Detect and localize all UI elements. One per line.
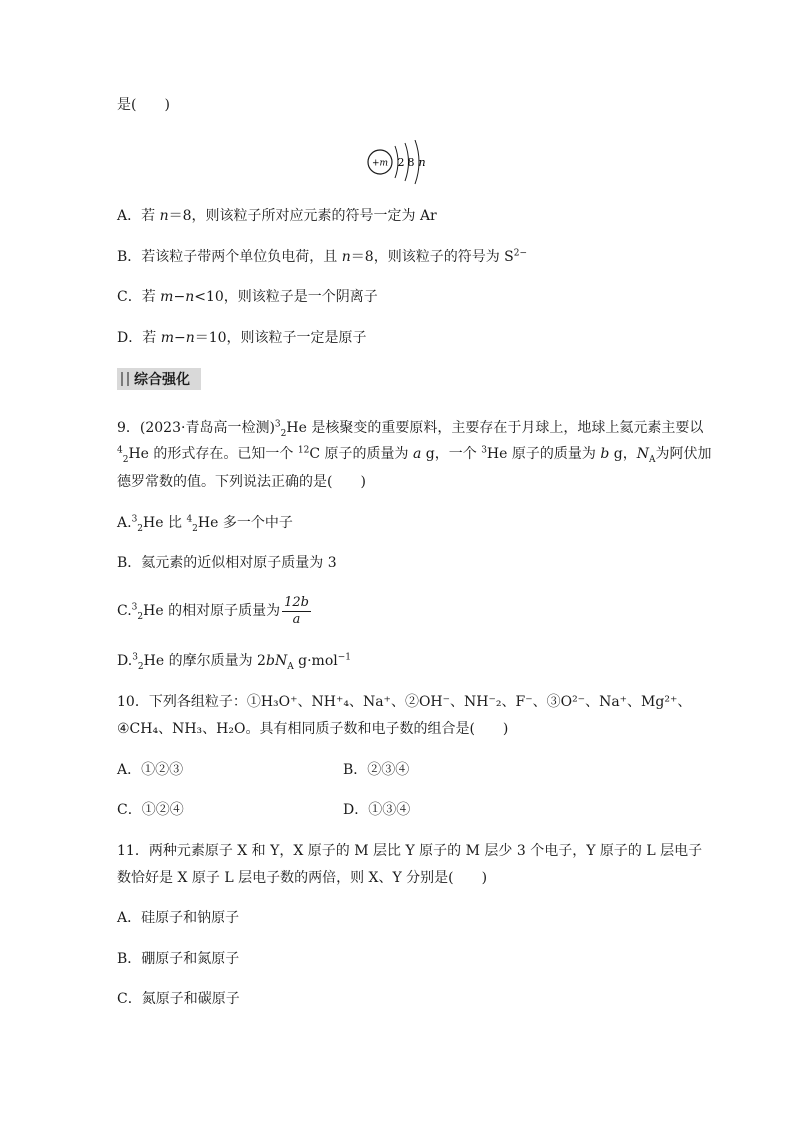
q11-stem-line1: 11．两种元素原子 X 和 Y，X 原子的 M 层比 Y 原子的 M 层少 3 个电子，Y 原子的 L 层电子: [117, 843, 703, 859]
nucleus-charge: +m: [371, 158, 389, 169]
shell3-electrons: n: [418, 156, 426, 169]
q9-option-b[interactable]: B．氦元素的近似相对原子质量为 3: [117, 555, 337, 571]
q8-option-c[interactable]: C．若 m−n<10，则该粒子是一个阴离子: [117, 289, 378, 305]
q11-option-a[interactable]: A．硅原子和钠原子: [117, 910, 240, 926]
q9-option-c[interactable]: C.$^3_2$He 的相对原子质量为 $\frac{12b}{a}$: [117, 594, 309, 627]
q8-stem-tail: 是( ): [117, 97, 170, 113]
relative-mass-fraction: $\frac{12b}{a}$: [284, 594, 309, 627]
q8-option-a[interactable]: A．若 n＝8，则该粒子所对应元素的符号一定为 Ar: [117, 208, 437, 224]
section-header: [117, 368, 201, 390]
section-marker-icon: [121, 372, 129, 386]
q10-option-a[interactable]: A．①②③: [117, 762, 184, 778]
shell1-electrons: 2: [397, 156, 405, 169]
shell2-electrons: 8: [407, 156, 415, 169]
q9-stem-line3: 德罗常数的值。下列说法正确的是( ): [117, 474, 366, 490]
q9-stem-line2: $^4_2$He 的形式存在。已知一个 $^{12}$C 原子的质量为 a g，一个 $^3$He 原子的质量为 b g，$N_A$为阿伏加: [117, 445, 712, 465]
q10-stem-line2: ④CH₄、NH₃、H₂O。具有相同质子数和电子数的组合是( ): [117, 721, 509, 737]
q8-option-b[interactable]: B．若该粒子带两个单位负电荷，且 n＝8，则该粒子的符号为 $S^{2-}$: [117, 248, 528, 265]
q11-option-b[interactable]: B．硼原子和氮原子: [117, 951, 240, 967]
q9-stem-line1: 9．(2023·青岛高一检测)$^3_2$He 是核聚变的重要原料，主要存在于月球上，地球上氦元素主要以: [117, 419, 704, 439]
q10-option-c[interactable]: C．①②④: [117, 802, 184, 818]
section-title: 综合强化: [134, 372, 190, 388]
q10-option-b[interactable]: B．②③④: [343, 762, 410, 778]
q11-option-c[interactable]: C．氮原子和碳原子: [117, 991, 240, 1007]
q9-option-d[interactable]: D.$^3_2$He 的摩尔质量为 $2bN_A$ g·mol$^{-1}$: [117, 652, 352, 672]
q11-stem-line2: 数恰好是 X 原子 L 层电子数的两倍，则 X、Y 分别是( ): [117, 870, 488, 886]
q10-option-d[interactable]: D．①③④: [343, 802, 411, 818]
atomic-structure-diagram: [366, 140, 436, 190]
q10-stem-line1: 10．下列各组粒子：①H₃O⁺、NH⁺₄、Na⁺、②OH⁻、NH⁻₂、F⁻、③O²⁻、Na⁺、Mg²⁺、: [117, 694, 692, 710]
q8-option-d[interactable]: D．若 m−n＝10，则该粒子一定是原子: [117, 330, 367, 346]
q9-option-a[interactable]: A.$^3_2$He 比 $^4_2$He 多一个中子: [117, 514, 293, 534]
